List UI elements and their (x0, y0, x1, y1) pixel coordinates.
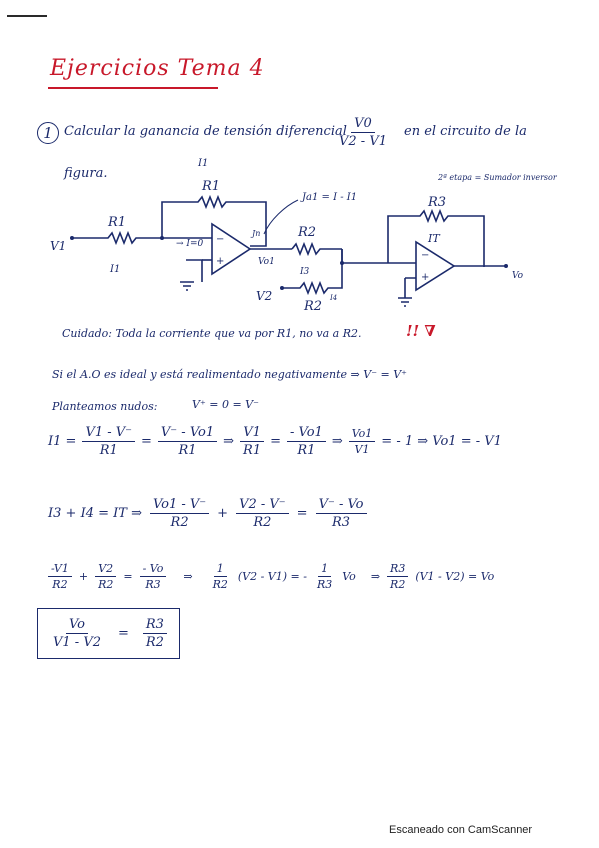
result-lhs-num: Vo (66, 617, 88, 634)
label-I3: I3 (300, 267, 310, 277)
eq3-f6-num: R3 (387, 562, 408, 577)
label-R3: R3 (428, 195, 447, 210)
ideal-note: Si el A.O es ideal y está realimentado negativamente ⇒ V⁻ = V⁺ (52, 368, 407, 381)
eq3-vo: Vo (342, 570, 356, 583)
eq3-f4-num: 1 (214, 562, 227, 577)
equation-1 (48, 425, 502, 458)
label-Vo: Vo (512, 271, 524, 281)
title-underline (48, 87, 218, 89)
eq3-f1-den: R2 (52, 578, 68, 591)
eq2-f1-num: Vo1 - V⁻ (150, 497, 209, 514)
eq1-f2-den: R1 (178, 443, 197, 458)
statement-part1: Calcular la ganancia de tensión diferencial (64, 124, 347, 139)
opamp2-plus: + (421, 272, 430, 283)
label-V1: V1 (50, 239, 67, 253)
eq3-f5-num: 1 (318, 562, 331, 577)
eq2-f2-num: V2 - V⁻ (236, 497, 289, 514)
label-R2-top: R2 (298, 225, 317, 240)
eq1-eq2: = (270, 434, 281, 449)
statement-part3: figura. (64, 166, 108, 181)
exercise-number: 1 (37, 122, 59, 144)
eq1-eq: = (141, 434, 152, 449)
equation-3 (48, 562, 494, 591)
eq2-f1-den: R2 (170, 515, 189, 530)
opamp2-minus: − (421, 250, 430, 261)
eq3-f2-den: R2 (98, 578, 114, 591)
eq1-lhs: I1 = (48, 434, 77, 449)
care-mark: !! ∇ (406, 322, 436, 340)
eq3-arrow2: ⇒ (370, 570, 381, 583)
result-lhs-den: V1 - V2 (53, 635, 101, 650)
label-I4: I4 (330, 294, 338, 302)
eq2-f2-den: R2 (253, 515, 272, 530)
eq2-f3-num: V⁻ - Vo (316, 497, 367, 514)
eq1-f4-num: - Vo1 (287, 425, 326, 442)
label-I1-top: I1 (198, 158, 209, 169)
eq3-f3-den: R3 (145, 578, 161, 591)
gain-den: V2 - V1 (339, 134, 387, 149)
result-rhs-den: R2 (145, 635, 164, 650)
label-R1-in: R1 (108, 215, 127, 230)
eq3-f4-den: R2 (212, 578, 228, 591)
care-note: Cuidado: Toda la corriente que va por R1, no va a R2. (62, 327, 362, 340)
label-I1-in: I1 (110, 264, 121, 275)
eq3-f6-den: R2 (390, 578, 406, 591)
eq3-mid: (V2 - V1) = - (237, 570, 307, 583)
circuit-diagram (0, 150, 599, 320)
eq1-f2-num: V⁻ - Vo1 (158, 425, 217, 442)
equation-2 (48, 497, 367, 530)
scanner-footer: Escaneado con CamScanner (389, 824, 533, 836)
gain-num: V0 (351, 116, 375, 133)
eq1-f5-num: Vo1 (349, 427, 376, 442)
eq1-arrow1: ⇒ (223, 434, 235, 449)
label-Vo1: Vo1 (258, 257, 275, 267)
label-IT: IT (428, 232, 440, 245)
eq1-f1-den: R1 (99, 443, 118, 458)
opamp1-plus: + (216, 256, 225, 267)
eq3-f2-num: V2 (95, 562, 116, 577)
page-title: Ejercicios Tema 4 (50, 56, 265, 81)
result-box (37, 608, 180, 659)
label-R1-top: R1 (202, 179, 221, 194)
eq2-f3-den: R3 (332, 515, 351, 530)
annotation-current: Ja1 = I - I1 (302, 192, 358, 203)
eq2-eq: = (296, 506, 308, 521)
result-eq: = (117, 626, 129, 641)
statement-part2: en el circuito de la (404, 124, 527, 139)
label-R2-bottom: R2 (304, 299, 323, 314)
eq2-lhs: I3 + I4 = IT ⇒ (48, 506, 142, 521)
eq1-f4-den: R1 (297, 443, 316, 458)
result-rhs-num: R3 (143, 617, 167, 634)
exercise-statement (64, 124, 347, 139)
eq3-f3-num: - Vo (140, 562, 167, 577)
eq3-f1-num: -V1 (48, 562, 72, 577)
label-Jn: Jn (252, 229, 261, 238)
nodes-note: Planteamos nudos: (52, 400, 158, 413)
eq3-eq: = (123, 570, 133, 583)
eq3-arrow1: ⇒ (183, 570, 193, 583)
label-V2: V2 (256, 289, 273, 303)
eq2-plus: + (217, 506, 229, 521)
gain-fraction (336, 116, 390, 149)
eq1-rest: = - 1 ⇒ Vo1 = - V1 (381, 434, 502, 449)
top-left-mark (7, 15, 47, 17)
eq1-f3-den: R1 (243, 443, 262, 458)
eq1-arrow2: ⇒ (331, 434, 343, 449)
eq1-f3-num: V1 (240, 425, 264, 442)
opamp1-minus: − (216, 234, 225, 245)
eq3-f5-den: R3 (316, 578, 333, 591)
vplus-note: V⁺ = 0 = V⁻ (192, 398, 259, 411)
eq1-f5-den: V1 (354, 443, 370, 456)
eq3-end: (V1 - V2) = Vo (415, 570, 495, 583)
annotation-stage: 2ª etapa = Sumador inversor (438, 173, 557, 182)
eq3-plus: + (78, 570, 89, 583)
label-Ieq0: → I=0 (176, 239, 204, 249)
eq1-f1-num: V1 - V⁻ (82, 425, 135, 442)
